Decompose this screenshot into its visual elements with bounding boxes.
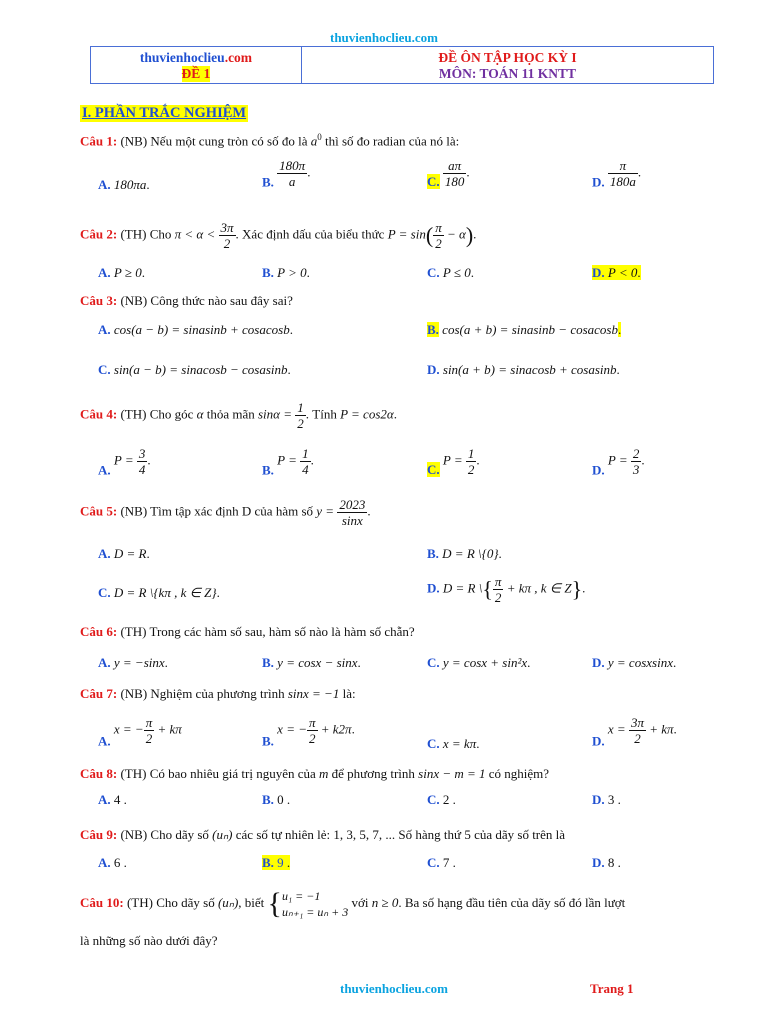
question-text: với	[348, 894, 372, 910]
frac-den: 2	[223, 236, 231, 251]
frac-den: 2	[297, 416, 304, 431]
option-label: B.	[427, 322, 439, 337]
frac-num: 3	[138, 446, 146, 461]
question-text: (TH) Cho	[117, 226, 175, 242]
q6-option-c[interactable]: C. y = cosx + sin²x.	[427, 655, 531, 670]
fraction	[307, 715, 318, 746]
question-3	[80, 293, 293, 309]
option-label: C.	[427, 792, 440, 807]
option-value: D = R	[113, 546, 147, 561]
question-text: các số tự nhiên lẻ:	[232, 827, 334, 842]
question-text: . Tính	[305, 406, 341, 422]
header-box	[90, 46, 714, 84]
question-2: Câu 2: (TH) Cho π < α < $\frac{3\pi}{2}$ . Xác định dấu của biểu thức P = sin( $\frac{\pi}{2}$ − α).	[80, 220, 477, 251]
fraction	[337, 497, 367, 528]
question-6	[80, 624, 415, 640]
frac-den: 180a	[609, 174, 636, 189]
math: sinα =	[257, 406, 296, 422]
math: D = R \	[442, 580, 483, 596]
q1-option-d[interactable]: D. $\frac{\pi}{180a}$ .	[592, 158, 642, 190]
exam-subject: MÔN: TOÁN 11 KNTT	[438, 66, 577, 81]
math: n ≥ 0	[371, 894, 399, 910]
q3-option-b[interactable]: B. cos(a + b) = sinasinb − cosacosb.	[427, 322, 622, 337]
option-label: C.	[98, 362, 111, 377]
fraction	[144, 715, 155, 746]
option-value: 4	[113, 792, 121, 807]
math: P =	[277, 452, 301, 468]
frac-den: 180	[444, 174, 465, 189]
q2-option-b[interactable]: B. P > 0.	[262, 265, 310, 280]
q4-option-d[interactable]: D. P = $\frac{2}{3}$ .	[592, 446, 645, 478]
q2-option-a[interactable]: A. P ≥ 0.	[98, 265, 145, 280]
q6-option-a[interactable]: A. y = −sinx.	[98, 655, 168, 670]
frac-den: 4	[138, 462, 146, 477]
q7-option-b[interactable]: B. x = − $\frac{\pi}{2}$ + k2π.	[262, 715, 355, 749]
option-value: P ≥ 0	[113, 265, 142, 280]
question-text: (TH) Cho góc	[117, 406, 197, 422]
q8-option-a[interactable]: A. 4 .	[98, 792, 127, 807]
option-label: B.	[262, 792, 274, 807]
frac-num: 2	[632, 446, 640, 461]
option-label: D.	[592, 655, 605, 670]
math: x = −	[113, 721, 144, 737]
brace-close: }	[571, 576, 583, 602]
question-number: Câu 2:	[80, 226, 118, 242]
question-number: Câu 10:	[80, 894, 124, 910]
math-sup: 0	[317, 132, 322, 142]
option-label: A.	[98, 792, 111, 807]
fraction	[433, 220, 444, 251]
q5-option-d[interactable]: D. D = R \{ $\frac{\pi}{2}$ + kπ , k ∈ Z}.	[427, 574, 586, 605]
math: α	[196, 406, 204, 422]
option-label: B.	[262, 265, 274, 280]
option-value: P < 0	[607, 265, 638, 280]
paren-close: )	[465, 222, 474, 248]
option-label: A.	[98, 546, 111, 561]
option-value: y = cosx + sin²x	[442, 655, 528, 670]
option-label: C.	[427, 265, 440, 280]
math: P = sin	[387, 226, 426, 242]
q5-option-b[interactable]: B. D = R \{0}.	[427, 546, 502, 561]
option-label: B.	[262, 655, 274, 670]
option-label: D.	[592, 174, 605, 190]
frac-den: a	[288, 174, 296, 189]
q1-option-a[interactable]: A. 180πa.	[98, 177, 150, 192]
option-label: D.	[592, 792, 605, 807]
option-label: D.	[592, 462, 605, 478]
math: D	[241, 503, 252, 519]
math: x =	[607, 721, 629, 737]
option-value: 7	[442, 855, 450, 870]
question-number: Câu 3:	[80, 293, 118, 308]
math: P =	[607, 452, 631, 468]
option-label: A.	[98, 322, 111, 337]
option-value: P > 0	[277, 265, 307, 280]
frac-den: 2	[145, 731, 153, 746]
question-number: Câu 7:	[80, 686, 118, 701]
fraction	[137, 446, 148, 477]
option-label: C.	[98, 585, 111, 600]
frac-num: 2023	[339, 497, 366, 512]
question-text: (TH) Trong các hàm số sau, hàm số nào là hàm số chẵn?	[117, 624, 415, 639]
math: + kπ	[154, 721, 182, 737]
q7-option-a[interactable]	[98, 715, 182, 749]
frac-num: π	[435, 220, 442, 235]
section-title: I. PHẦN TRẮC NGHIỆM	[82, 105, 247, 121]
option-value: 6	[113, 855, 121, 870]
math: + k2π	[317, 721, 352, 737]
question-text: (TH) Có bao nhiêu giá trị nguyên của	[117, 766, 320, 781]
option-label: A.	[98, 177, 111, 192]
question-text: của hàm số	[251, 503, 317, 519]
q8-option-c[interactable]: C. 2 .	[427, 792, 456, 807]
math: a	[310, 133, 318, 149]
question-text: (NB) Nếu một cung tròn có số đo là	[117, 133, 311, 149]
frac-den: sinx	[341, 513, 363, 528]
question-text: thì số đo radian của nó là:	[321, 133, 460, 149]
paren-open: (	[425, 222, 434, 248]
frac-num: 3π	[220, 220, 234, 235]
footer-site: thuvienhoclieu.com	[340, 981, 448, 996]
question-text: là:	[339, 686, 356, 701]
frac-den: 2	[467, 462, 475, 477]
math: sinx − m = 1	[418, 766, 486, 781]
math: (uₙ)	[212, 827, 233, 842]
q4-option-a[interactable]: A. P = $\frac{3}{4}$ .	[98, 446, 151, 478]
option-label: C.	[427, 655, 440, 670]
q9-option-d[interactable]: D. 8 .	[592, 855, 621, 870]
option-label: D.	[427, 362, 440, 377]
frac-num: 1	[297, 400, 304, 415]
frac-num: 3π	[630, 715, 644, 730]
fraction	[295, 400, 306, 431]
exam-number: ĐỀ 1	[181, 66, 211, 81]
frac-num: 1	[467, 446, 475, 461]
option-value: cos(a − b) = sinasinb + cosacosb	[113, 322, 290, 337]
frac-den: 4	[302, 462, 309, 477]
question-number: Câu 9:	[80, 827, 118, 842]
question-text: , biết	[238, 894, 268, 910]
q2-option-d[interactable]: D. P < 0.	[592, 265, 641, 280]
option-value: cos(a + b) = sinasinb − cosacosb	[442, 322, 618, 337]
option-value: D = R \{0}	[442, 546, 499, 561]
recurrence-system	[282, 888, 348, 920]
q5-option-c[interactable]: C. D = R \{kπ , k ∈ Z}.	[98, 585, 220, 600]
option-label: B.	[427, 546, 439, 561]
option-label: D.	[592, 265, 605, 280]
math: sinx = −1	[287, 686, 340, 701]
fraction	[219, 220, 236, 251]
fraction	[608, 158, 638, 189]
option-label: B.	[262, 855, 274, 870]
top-site-name: thuvienhoclieu.com	[330, 30, 438, 45]
question-number: Câu 1:	[80, 133, 118, 149]
option-label: A.	[98, 462, 111, 478]
q1-option-b[interactable]: B. $\frac{180\pi}{a}$ .	[262, 158, 311, 190]
q9-option-a[interactable]: A. 6 .	[98, 855, 127, 870]
option-value: 9	[277, 855, 284, 870]
option-label: B.	[262, 733, 274, 749]
frac-num: π	[309, 715, 316, 730]
question-text: có nghiệm?	[485, 766, 550, 781]
option-value: 180πa	[113, 177, 147, 192]
q3-option-d[interactable]: D. sin(a + b) = sinacosb + cosasinb.	[427, 362, 620, 377]
header-right	[302, 47, 713, 83]
q7-option-c[interactable]: C. x = kπ.	[427, 736, 480, 751]
option-value: y = −sinx	[113, 655, 165, 670]
brace-open: {	[482, 576, 493, 602]
header-left	[91, 47, 302, 83]
question-text: (TH) Cho dãy số	[123, 894, 218, 910]
question-text: thỏa mãn	[203, 406, 258, 422]
frac-num: 180π	[279, 158, 306, 173]
question-number: Câu 6:	[80, 624, 118, 639]
header-site	[91, 50, 301, 66]
question-text: . Xác định dấu của biểu thức	[235, 226, 388, 242]
option-label: C.	[427, 736, 440, 751]
math: P = cos2α	[340, 406, 394, 422]
question-text: (NB) Tìm tập xác định	[117, 503, 242, 519]
option-value: P ≤ 0	[442, 265, 471, 280]
q6-option-d[interactable]: D. y = cosxsinx.	[592, 655, 677, 670]
q9-option-c[interactable]: C. 7 .	[427, 855, 456, 870]
system-line-2: uₙ₊₁ = uₙ + 3	[281, 905, 349, 919]
question-text: (NB) Nghiệm của phương trình	[117, 686, 288, 701]
question-number: Câu 8:	[80, 766, 118, 781]
q2-option-c[interactable]: C. P ≤ 0.	[427, 265, 474, 280]
q4-option-b[interactable]: B. P = $\frac{1}{4}$ .	[262, 446, 314, 478]
frac-den: 2	[309, 731, 316, 746]
math: − α	[443, 226, 466, 242]
question-text: để phương trình	[328, 766, 419, 781]
option-value: D = R \{kπ , k ∈ Z}	[113, 585, 217, 600]
question-8	[80, 766, 549, 782]
question-7	[80, 686, 356, 702]
fraction	[629, 715, 646, 746]
frac-den: 2	[634, 731, 641, 746]
header-site-main: thuvienhoclieu	[139, 50, 225, 65]
option-value: sin(a − b) = sinacosb − cosasinb	[113, 362, 288, 377]
option-label: D.	[592, 733, 605, 749]
option-label: A.	[98, 265, 111, 280]
option-label: D.	[592, 855, 605, 870]
option-value: 2	[442, 792, 450, 807]
q8-option-b[interactable]: B. 0 .	[262, 792, 291, 807]
question-number: Câu 4:	[80, 406, 118, 422]
question-number: Câu 5:	[80, 503, 118, 519]
q5-option-a[interactable]: A. D = R.	[98, 546, 150, 561]
math: + kπ	[645, 721, 674, 737]
frac-num: π	[145, 715, 153, 730]
math: x = −	[277, 721, 307, 737]
option-label: C.	[427, 855, 440, 870]
option-label: A.	[98, 855, 111, 870]
question-10	[80, 888, 625, 920]
fraction	[493, 574, 504, 605]
question-1	[80, 132, 459, 149]
question-10-line-2: là những số nào dưới đây?	[80, 933, 218, 948]
question-4: Câu 4: (TH) Cho góc α thỏa mãn sinα = $\frac{1}{2}$ . Tính P = cos2α.	[80, 400, 397, 431]
option-value: 3	[607, 792, 615, 807]
q3-option-a[interactable]: A. cos(a − b) = sinasinb + cosacosb.	[98, 322, 293, 337]
exam-title: ĐỀ ÔN TẬP HỌC KỲ I	[438, 50, 577, 65]
option-value: 8	[607, 855, 615, 870]
question-text: Số hàng thứ 5 của dãy số trên là	[395, 827, 566, 842]
q9-option-b[interactable]: B. 9 .	[262, 855, 291, 870]
fraction	[300, 446, 311, 477]
q4-option-c[interactable]: C. P = $\frac{1}{2}$ .	[427, 446, 480, 478]
option-value: x = kπ	[442, 736, 477, 751]
frac-num: π	[608, 158, 638, 174]
fraction	[466, 446, 477, 477]
fraction	[277, 158, 307, 189]
option-label: D.	[427, 580, 440, 596]
system-brace: {	[267, 887, 282, 920]
option-label: C.	[427, 462, 440, 478]
system-line-1: u₁ = −1	[281, 889, 321, 903]
option-label: B.	[262, 462, 274, 478]
math: P =	[113, 452, 137, 468]
frac-num: π	[494, 574, 502, 589]
frac-den: 2	[494, 590, 502, 605]
math: m	[319, 766, 329, 781]
q1-option-c[interactable]: C. $\frac{a\pi}{180}$ .	[427, 158, 470, 190]
header-site-suffix: .com	[224, 50, 253, 65]
frac-den: 2	[435, 236, 442, 251]
q8-option-d[interactable]: D. 3 .	[592, 792, 621, 807]
option-value: 0	[277, 792, 284, 807]
question-9	[80, 827, 565, 843]
question-text: (NB) Công thức nào sau đây sai?	[117, 293, 293, 308]
option-label: A.	[98, 733, 111, 749]
fraction	[631, 446, 642, 477]
q6-option-b[interactable]: B. y = cosx − sinx.	[262, 655, 361, 670]
math: (uₙ)	[217, 894, 239, 910]
page-number: Trang 1	[590, 981, 634, 996]
frac-num: aπ	[443, 158, 467, 174]
math: y =	[316, 503, 338, 519]
fraction	[443, 158, 467, 189]
question-5: Câu 5: (NB) Tìm tập xác định D của hàm số y = $\frac{2023}{\sin x}$ .	[80, 497, 371, 528]
q7-option-d[interactable]: D. x = $\frac{3\pi}{2}$ + kπ.	[592, 715, 677, 749]
option-label: C.	[427, 174, 440, 190]
frac-den: 3	[632, 462, 640, 477]
frac-num: 1	[302, 446, 309, 461]
math: π < α <	[174, 226, 219, 242]
option-value: y = cosx − sinx	[277, 655, 358, 670]
question-text: (NB) Cho dãy số	[117, 827, 213, 842]
option-label: B.	[262, 174, 274, 190]
option-label: A.	[98, 655, 111, 670]
option-value: y = cosxsinx	[607, 655, 673, 670]
math: 1, 3, 5, 7, ...	[333, 827, 396, 842]
math: P =	[442, 452, 466, 468]
math: + kπ , k ∈ Z	[503, 580, 572, 596]
option-value: sin(a + b) = sinacosb + cosasinb	[442, 362, 617, 377]
q3-option-c[interactable]: C. sin(a − b) = sinacosb − cosasinb.	[98, 362, 291, 377]
question-text: . Ba số hạng đầu tiên của dãy số đó lần lượt	[398, 894, 626, 910]
